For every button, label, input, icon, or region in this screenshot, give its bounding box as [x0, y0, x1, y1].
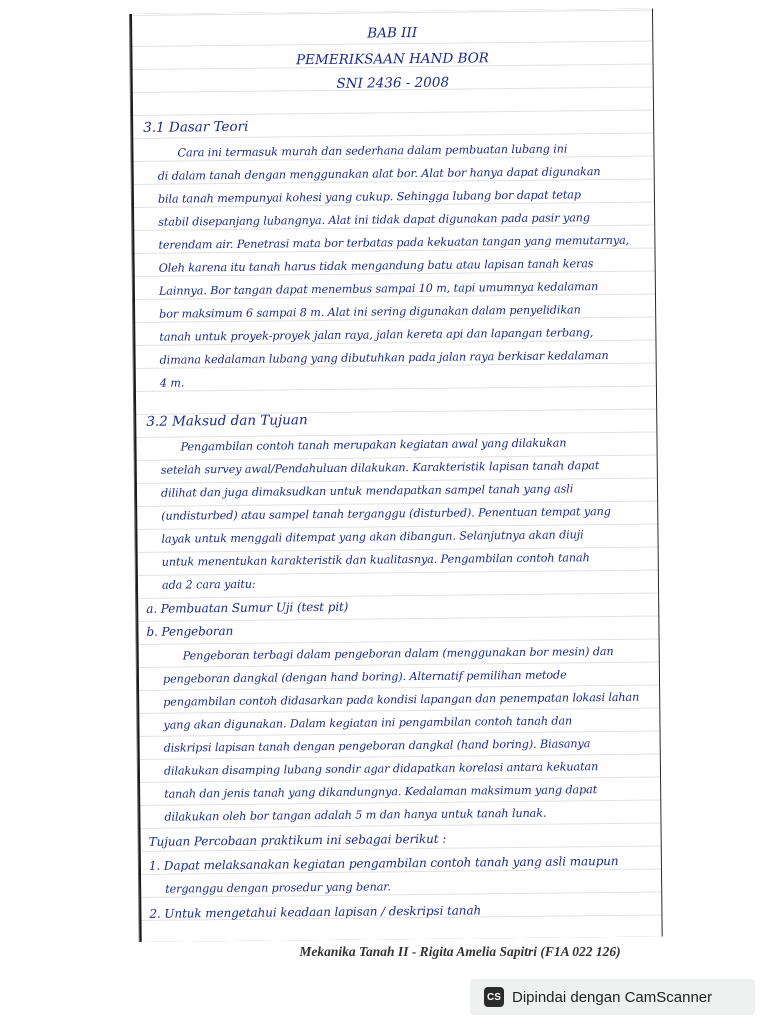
text-line: terganggu dengan prosedur yang benar.	[165, 880, 391, 896]
text-line: dimana kedalaman lubang yang dibutuhkan pada jalan raya berkisar kedalaman	[159, 349, 609, 367]
text-line: Pengeboran terbagi dalam pengeboran dalam (menggunakan bor mesin) dan	[182, 644, 614, 663]
text-line: terendam air. Penetrasi mata bor terbatas pada kekuatan tangan yang memutarnya,	[158, 233, 630, 252]
text-line: tanah untuk proyek-proyek jalan raya, jalan kereta api dan lapangan terbang,	[159, 326, 594, 344]
page-footer: Mekanika Tanah II - Rigita Amelia Sapitri (F1A 022 126)	[299, 944, 621, 959]
text-line: Pengambilan contoh tanah merupakan kegiatan awal yang dilakukan	[180, 436, 567, 454]
camscanner-logo-icon: CS	[484, 987, 504, 1007]
watermark-text: Dipindai dengan CamScanner	[512, 988, 713, 1006]
standard-code: SNI 2436 - 2008	[336, 74, 450, 92]
section-heading-maksud-tujuan: 3.2 Maksud dan Tujuan	[146, 412, 308, 430]
text-line: pengeboran dangkal (dengan hand boring). Alternatif pemilihan metode	[162, 668, 567, 686]
text-line: stabil disepanjang lubangnya. Alat ini tidak dapat digunakan pada pasir yang	[158, 211, 590, 229]
text-line: di dalam tanah dengan menggunakan alat bor. Alat bor hanya dapat digunakan	[157, 165, 601, 183]
list-item: 1. Dapat melaksanakan kegiatan pengambilan contoh tanah yang asli maupun	[148, 853, 619, 873]
camscanner-watermark	[470, 979, 755, 1015]
notebook-page	[130, 9, 663, 942]
list-item: a. Pembuatan Sumur Uji (test pit)	[146, 599, 349, 616]
page-title: PEMERIKSAAN HAND BOR	[295, 50, 490, 69]
text-line: layak untuk menggali ditempat yang akan dibangun. Selanjutnya akan diuji	[161, 528, 584, 546]
text-line: diskripsi lapisan tanah dengan pengeboran dangkal (hand boring). Biasanya	[163, 737, 591, 755]
text-line: Oleh karena itu tanah harus tidak mengandung batu atau lapisan tanah keras	[158, 257, 594, 275]
text-line: dilakukan oleh bor tangan adalah 5 m dan hanya untuk tanah lunak.	[164, 806, 547, 824]
text-line: bila tanah mempunyai kohesi yang cukup. Sehingga lubang bor dapat tetap	[157, 188, 581, 206]
text-line: yang akan digunakan. Dalam kegiatan ini pengambilan contoh tanah dan	[163, 714, 573, 732]
section-heading-dasar-teori: 3.1 Dasar Teori	[143, 118, 249, 136]
text-line: Tujuan Percobaan praktikum ini sebagai berikut :	[148, 831, 447, 849]
chapter-label: BAB III	[367, 24, 418, 42]
text-line: bor maksimum 6 sampai 8 m. Alat ini sering digunakan dalam penyelidikan	[159, 303, 581, 321]
text-line: setelah survey awal/Pendahuluan dilakukan. Karakteristik lapisan tanah dapat	[160, 459, 600, 477]
text-line: Lainnya. Bor tangan dapat menembus sampai 10 m, tapi umumnya kedalaman	[158, 280, 599, 298]
text-line: untuk menentukan karakteristik dan kualitasnya. Pengambilan contoh tanah	[161, 551, 590, 569]
text-line: dilihat dan juga dimaksudkan untuk mendapatkan sampel tanah yang asli	[160, 482, 574, 500]
text-line: ada 2 cara yaitu:	[161, 577, 256, 592]
text-line: 4 m.	[159, 376, 185, 390]
text-line: tanah dan jenis tanah yang dikandungnya. Kedalaman maksimum yang dapat	[164, 783, 598, 801]
text-line: dilakukan disamping lubang sondir agar didapatkan korelasi antara kekuatan	[163, 760, 599, 778]
list-item: b. Pengeboran	[146, 623, 234, 639]
text-line: (undisturbed) atau sampel tanah terganggu (disturbed). Penentuan tempat yang	[161, 504, 611, 523]
text-line: pengambilan contoh didasarkan pada kondisi lapangan dan penempatan lokasi lahan	[163, 690, 640, 709]
list-item: 2. Untuk mengetahui keadaan lapisan / deskripsi tanah	[149, 903, 482, 921]
text-line: Cara ini termasuk murah dan sederhana dalam pembuatan lubang ini	[177, 142, 568, 160]
